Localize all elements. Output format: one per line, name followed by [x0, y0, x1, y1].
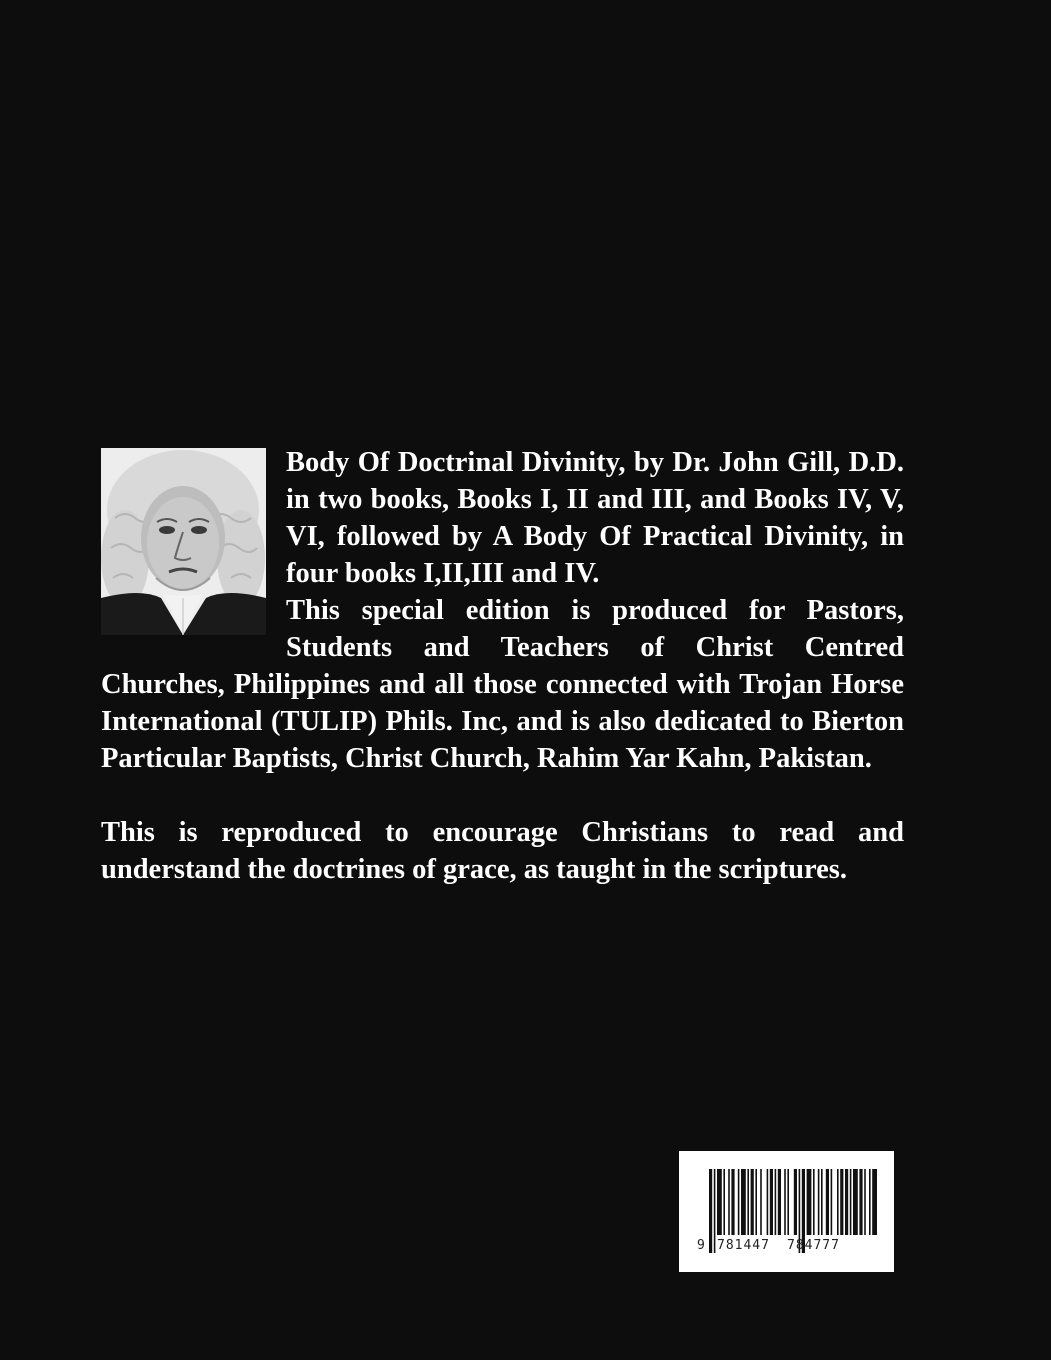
paragraph-spacer	[101, 777, 904, 814]
barcode-bar	[853, 1169, 858, 1235]
barcode-bar	[813, 1169, 815, 1235]
barcode-bar	[818, 1169, 820, 1235]
barcode-bar	[840, 1169, 843, 1235]
barcode-bar	[845, 1169, 848, 1235]
barcode-bar	[723, 1169, 725, 1235]
blurb-paragraph-3: This is reproduced to encourage Christians to read and understand the doctrines of grace, as taught in the scriptures.	[101, 817, 904, 885]
barcode-bar	[731, 1169, 734, 1235]
author-portrait	[101, 448, 266, 635]
barcode-bar	[869, 1169, 871, 1235]
barcode-bar	[755, 1169, 757, 1235]
barcode-bars-icon	[679, 1151, 894, 1272]
barcode-bar	[751, 1169, 754, 1235]
barcode-bar	[738, 1169, 740, 1235]
barcode-bar	[831, 1169, 833, 1235]
barcode-bar	[747, 1169, 749, 1235]
barcode-bar	[760, 1169, 762, 1235]
portrait-engraving-icon	[101, 448, 266, 635]
blurb-text	[101, 444, 904, 888]
isbn-barcode	[679, 1151, 894, 1272]
barcode-bar	[850, 1169, 852, 1235]
barcode-bar	[807, 1169, 812, 1235]
barcode-digits-left: 781447	[717, 1238, 770, 1253]
barcode-bar	[778, 1169, 781, 1235]
barcode-bar	[714, 1169, 716, 1253]
barcode-bar	[741, 1169, 746, 1235]
barcode-bar	[728, 1169, 730, 1235]
barcode-bar	[864, 1169, 866, 1235]
barcode-bar	[717, 1169, 722, 1235]
barcode-bar	[826, 1169, 829, 1235]
blurb-paragraph-1: Body Of Doctrinal Divinity, by Dr. John Gill, D.D. in two books, Books I, II and III, and Books IV, V, VI, followed by A Body Of Practical Divinity, in four books I,II,III and IV.	[286, 447, 904, 589]
barcode-digit-first: 9	[697, 1238, 706, 1253]
barcode-bar	[767, 1169, 769, 1235]
barcode-bar	[784, 1169, 786, 1235]
barcode-bar	[859, 1169, 862, 1235]
barcode-bar	[709, 1169, 712, 1253]
barcode-bar	[872, 1169, 877, 1235]
barcode-bar	[787, 1169, 789, 1235]
barcode-bar	[775, 1169, 777, 1235]
barcode-bar	[837, 1169, 839, 1235]
barcode-bar	[821, 1169, 823, 1235]
blurb-paragraph-2: This special edition is produced for Pastors, Students and Teachers of Christ Centred Churches, Philippines and all those connected with Trojan Horse International (TULIP) Phils. Inc, and is also dedicated to Bierton Particular Baptists, Christ Church, Rahim Yar Kahn, Pakistan.	[101, 595, 904, 774]
barcode-bar	[794, 1169, 797, 1235]
barcode-digits-right: 784777	[787, 1238, 840, 1253]
barcode-bar	[770, 1169, 773, 1235]
